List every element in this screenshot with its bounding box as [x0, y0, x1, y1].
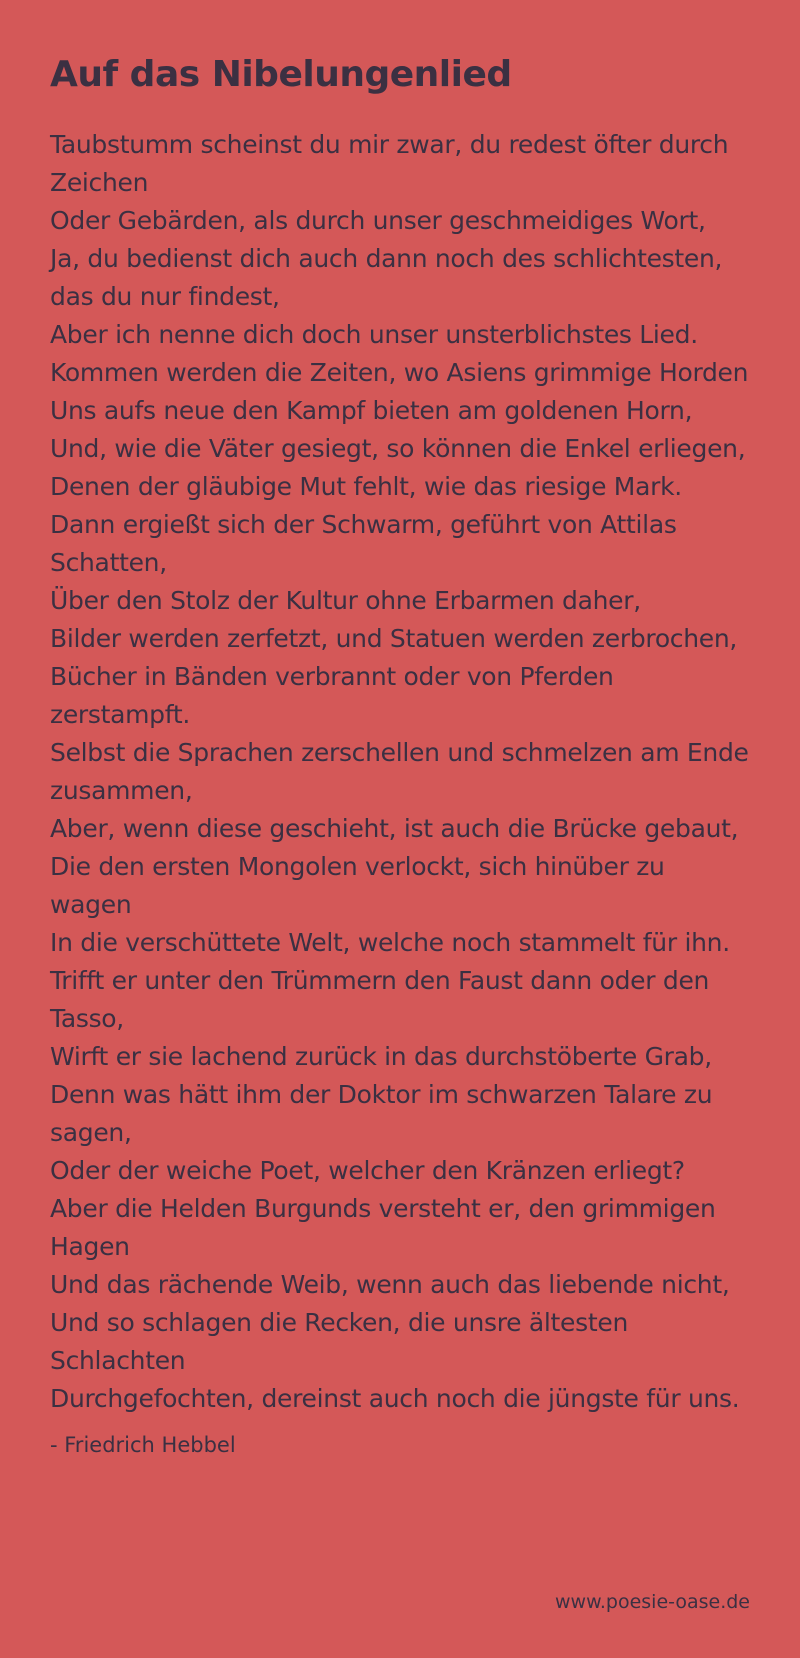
poem-line: Wirft er sie lachend zurück in das durchstöberte Grab, — [50, 1042, 712, 1071]
poem-line: Aber die Helden Burgunds versteht er, den grimmigen Hagen — [50, 1194, 716, 1261]
poem-line: Und so schlagen die Recken, die unsre ältesten Schlachten — [50, 1308, 628, 1375]
poem-line: Die den ersten Mongolen verlockt, sich hinüber zu wagen — [50, 852, 665, 919]
poem-line: Aber, wenn diese geschieht, ist auch die Brücke gebaut, — [50, 814, 739, 843]
poem-line: Oder Gebärden, als durch unser geschmeidiges Wort, — [50, 206, 706, 235]
poem-line: Über den Stolz der Kultur ohne Erbarmen daher, — [50, 586, 641, 615]
poem-line: Uns aufs neue den Kampf bieten am goldenen Horn, — [50, 396, 693, 425]
website-credit: www.poesie-oase.de — [554, 1591, 750, 1613]
poem-line: Denen der gläubige Mut fehlt, wie das riesige Mark. — [50, 472, 682, 501]
poem-line: Ja, du bedienst dich auch dann noch des schlichtesten, das du nur findest, — [50, 244, 723, 311]
poem-line: Und, wie die Väter gesiegt, so können die Enkel erliegen, — [50, 434, 746, 463]
poem-line: Durchgefochten, dereinst auch noch die jüngste für uns. — [50, 1384, 740, 1413]
poem-line: Bilder werden zerfetzt, und Statuen werden zerbrochen, — [50, 624, 738, 653]
poem-line: Trifft er unter den Trümmern den Faust dann oder den Tasso, — [50, 966, 710, 1033]
poem-body — [50, 126, 750, 1418]
poem-line: Taubstumm scheinst du mir zwar, du redest öfter durch Zeichen — [50, 130, 729, 197]
poem-line: Kommen werden die Zeiten, wo Asiens grimmige Horden — [50, 358, 749, 387]
poem-line: Dann ergießt sich der Schwarm, geführt von Attilas Schatten, — [50, 510, 677, 577]
poem-line: In die verschüttete Welt, welche noch stammelt für ihn. — [50, 928, 730, 957]
poem-line: Selbst die Sprachen zerschellen und schmelzen am Ende zusammen, — [50, 738, 749, 805]
poem-line: Denn was hätt ihm der Doktor im schwarzen Talare zu sagen, — [50, 1080, 713, 1147]
poem-line: Bücher in Bänden verbrannt oder von Pferden zerstampft. — [50, 662, 614, 729]
poem-author: - Friedrich Hebbel — [50, 1433, 236, 1457]
poem-line: Und das rächende Weib, wenn auch das liebende nicht, — [50, 1270, 730, 1299]
poem-title: Auf das Nibelungenlied — [50, 54, 512, 95]
poem-line: Oder der weiche Poet, welcher den Kränzen erliegt? — [50, 1156, 685, 1185]
poem-line: Aber ich nenne dich doch unser unsterblichstes Lied. — [50, 320, 698, 349]
